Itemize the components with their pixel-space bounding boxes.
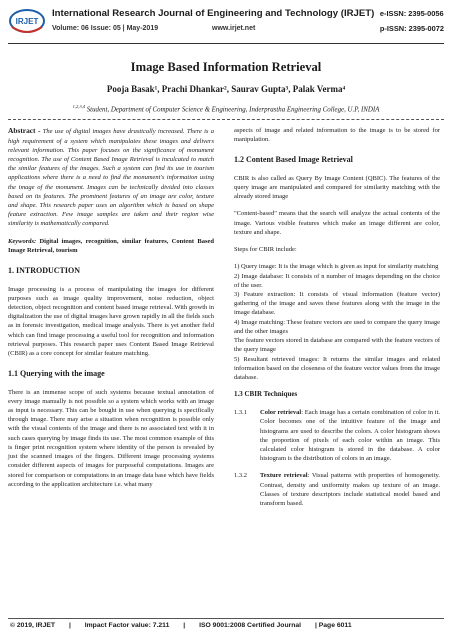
list-item: The feature vectors stored in database are compared with the feature vectors of the query image bbox=[234, 337, 440, 354]
footer-page-number: | Page 6011 bbox=[314, 622, 352, 629]
abstract-label: Abstract - bbox=[8, 126, 41, 135]
keywords-label: Keywords: bbox=[8, 237, 37, 245]
subsection-text: : Visual patterns with properties of homogeneity. Contrast, density and uniformity makes up texture of an image. Classes of texture descriptors include statistical model based and transform based. bbox=[260, 472, 440, 508]
footer-separator: | bbox=[183, 622, 186, 629]
pissn: p-ISSN: 2395-0072 bbox=[379, 24, 444, 33]
logo-text: IRJET bbox=[15, 17, 39, 26]
section-heading-cbir-techniques: 1.3 CBIR Techniques bbox=[234, 390, 298, 399]
cbir-paragraph-2: "Content-based" means that the search will analyze the actual contents of the image. Various visible features which make an image different are color, texture and shape. bbox=[234, 210, 440, 236]
cbir-paragraph-1: CBIR is also called as Query By Image Content (QBIC). The features of the query image are manipulated and compared for similarity matching with the already stored image bbox=[234, 174, 440, 201]
journal-name: International Research Journal of Engineering and Technology (IRJET) bbox=[52, 8, 375, 19]
author-affiliation bbox=[0, 104, 452, 113]
footer-separator: | bbox=[68, 622, 71, 629]
list-item: 3) Feature extraction: It consists of visual information (feature vector) gathering of the image and saves these features along with the image in the image database. bbox=[234, 290, 440, 317]
cbir-steps-list bbox=[234, 262, 440, 382]
title-divider bbox=[8, 119, 444, 120]
footer-divider bbox=[8, 618, 444, 619]
introduction-text: Image processing is a process of manipulating the images for different purposes such as image quality improvement, noise reduction, object detection, object recognition and content based image retrieval. With growth in digitalization the use of digital images have grown rapidly in all the fields such as in forensic investigation, medical image analysis. There is yet another field which can find image processing a useful tool for recognition and information retrieval purposes. This research paper uses Content Based Image Retrieval (CBIR) as a core concept for similar feature matching. bbox=[8, 285, 214, 358]
section-heading-introduction: 1. INTRODUCTION bbox=[8, 266, 81, 276]
list-item: 2) Image database: It consists of n number of images depending on the choice of the user. bbox=[234, 272, 440, 289]
subsection-number: 1.3.1 bbox=[234, 409, 247, 417]
volume-issue: Volume: 06 Issue: 05 | May-2019 bbox=[52, 25, 159, 32]
affiliation-superscript: 1,2,3,4 bbox=[72, 104, 85, 109]
footer-copyright: © 2019, IRJET bbox=[10, 622, 56, 629]
subsection-texture-retrieval bbox=[234, 471, 440, 508]
eissn: e-ISSN: 2395-0056 bbox=[379, 9, 444, 18]
keywords bbox=[8, 237, 214, 255]
querying-text: There is an immense scope of such systems because textual annotation of every image manually is not possible so a system which works with an image as input is necessary. This can be bought in use when querying is specifically through image. There may arise a situation when recognition is possible only with the visual contents of the image and there is no associated text with it in such cases querying by image finds its use. The most common example of this is finger print recognition system where identity of the person is revealed by just the scanned images of the fingers. Different image processing systems consider different aspects of images for purposeful computations. Images are stored for comparison or computations in an image data base which have fields according to the application architecture i.e. what many bbox=[8, 388, 214, 488]
journal-header bbox=[8, 6, 444, 42]
subsection-term: Texture retrieval bbox=[260, 472, 308, 480]
cbir-steps-intro: Steps for CBIR include: bbox=[234, 246, 297, 254]
affiliation-text: Student, Department of Computer Science & Engineering, Inderprastha Engineering College, U.P, INDIA bbox=[84, 106, 380, 114]
journal-website-link[interactable]: www.irjet.net bbox=[212, 25, 256, 32]
keywords-text: Digital images, recognition, similar features, Content Based Image Retrieval, tourism bbox=[8, 237, 214, 254]
paper-title: Image Based Information Retrieval bbox=[130, 60, 322, 74]
footer-impact-factor: Impact Factor value: 7.211 bbox=[84, 622, 170, 629]
abstract bbox=[8, 126, 214, 229]
irjet-logo-icon bbox=[8, 7, 46, 39]
list-item: 5) Resultant retrieved images: It returns the similar images and related information based on the closeness of the feature vector values from the image database. bbox=[234, 355, 440, 381]
paper-authors: Pooja Basak¹, Prachi Dhankar², Saurav Gupta³, Palak Verma⁴ bbox=[106, 84, 346, 94]
right-column bbox=[234, 126, 440, 516]
abstract-text: The use of digital images have drastically increased. There is a high requirement of a system which manipulates these images and delivers relevant information. This paper focuses on the significance of monument recognition. The use of Content Based Image Retrieval is inculcated to match the similar features of the images. Such a system can find its use in tourism applications where there is a need to find the monument's information using the image of the monument. Images can be technically divided into classes based on its features. The prominent features of an image are color, texture and shape. This research paper uses an algorithm which is based on shape feature extraction. Few image samples are taken and their region wise similarity is mathematically compared. bbox=[8, 128, 214, 228]
footer-iso: ISO 9001:2008 Certified Journal bbox=[199, 622, 302, 629]
left-column bbox=[8, 126, 214, 497]
querying-text-continued: aspects of image and related information to the image is to be stored for manipulation. bbox=[234, 127, 440, 144]
journal-footer bbox=[10, 622, 364, 629]
header-divider bbox=[8, 43, 444, 44]
subsection-term: Color retrieval bbox=[260, 409, 302, 417]
section-heading-cbir: 1.2 Content Based Image Retrieval bbox=[234, 155, 353, 165]
subsection-number: 1.3.2 bbox=[234, 472, 247, 480]
section-heading-querying: 1.1 Querying with the image bbox=[8, 369, 105, 379]
subsection-text: : Each image has a certain combination of color in it. Color becomes one of the intuitive feature of the image and histograms are used to describe the colors. A color histogram shows the proportion of pixels of each color within an image. This calculated color histogram is stored in the database. A color histogram is the distribution of colors in an image. bbox=[260, 409, 440, 463]
subsection-color-retrieval bbox=[234, 408, 440, 463]
list-item: 1) Query image: It is the image which is given as input for similarity matching bbox=[234, 263, 439, 271]
list-item: 4) Image matching: These feature vectors are used to compare the query image and the other images bbox=[234, 318, 440, 335]
